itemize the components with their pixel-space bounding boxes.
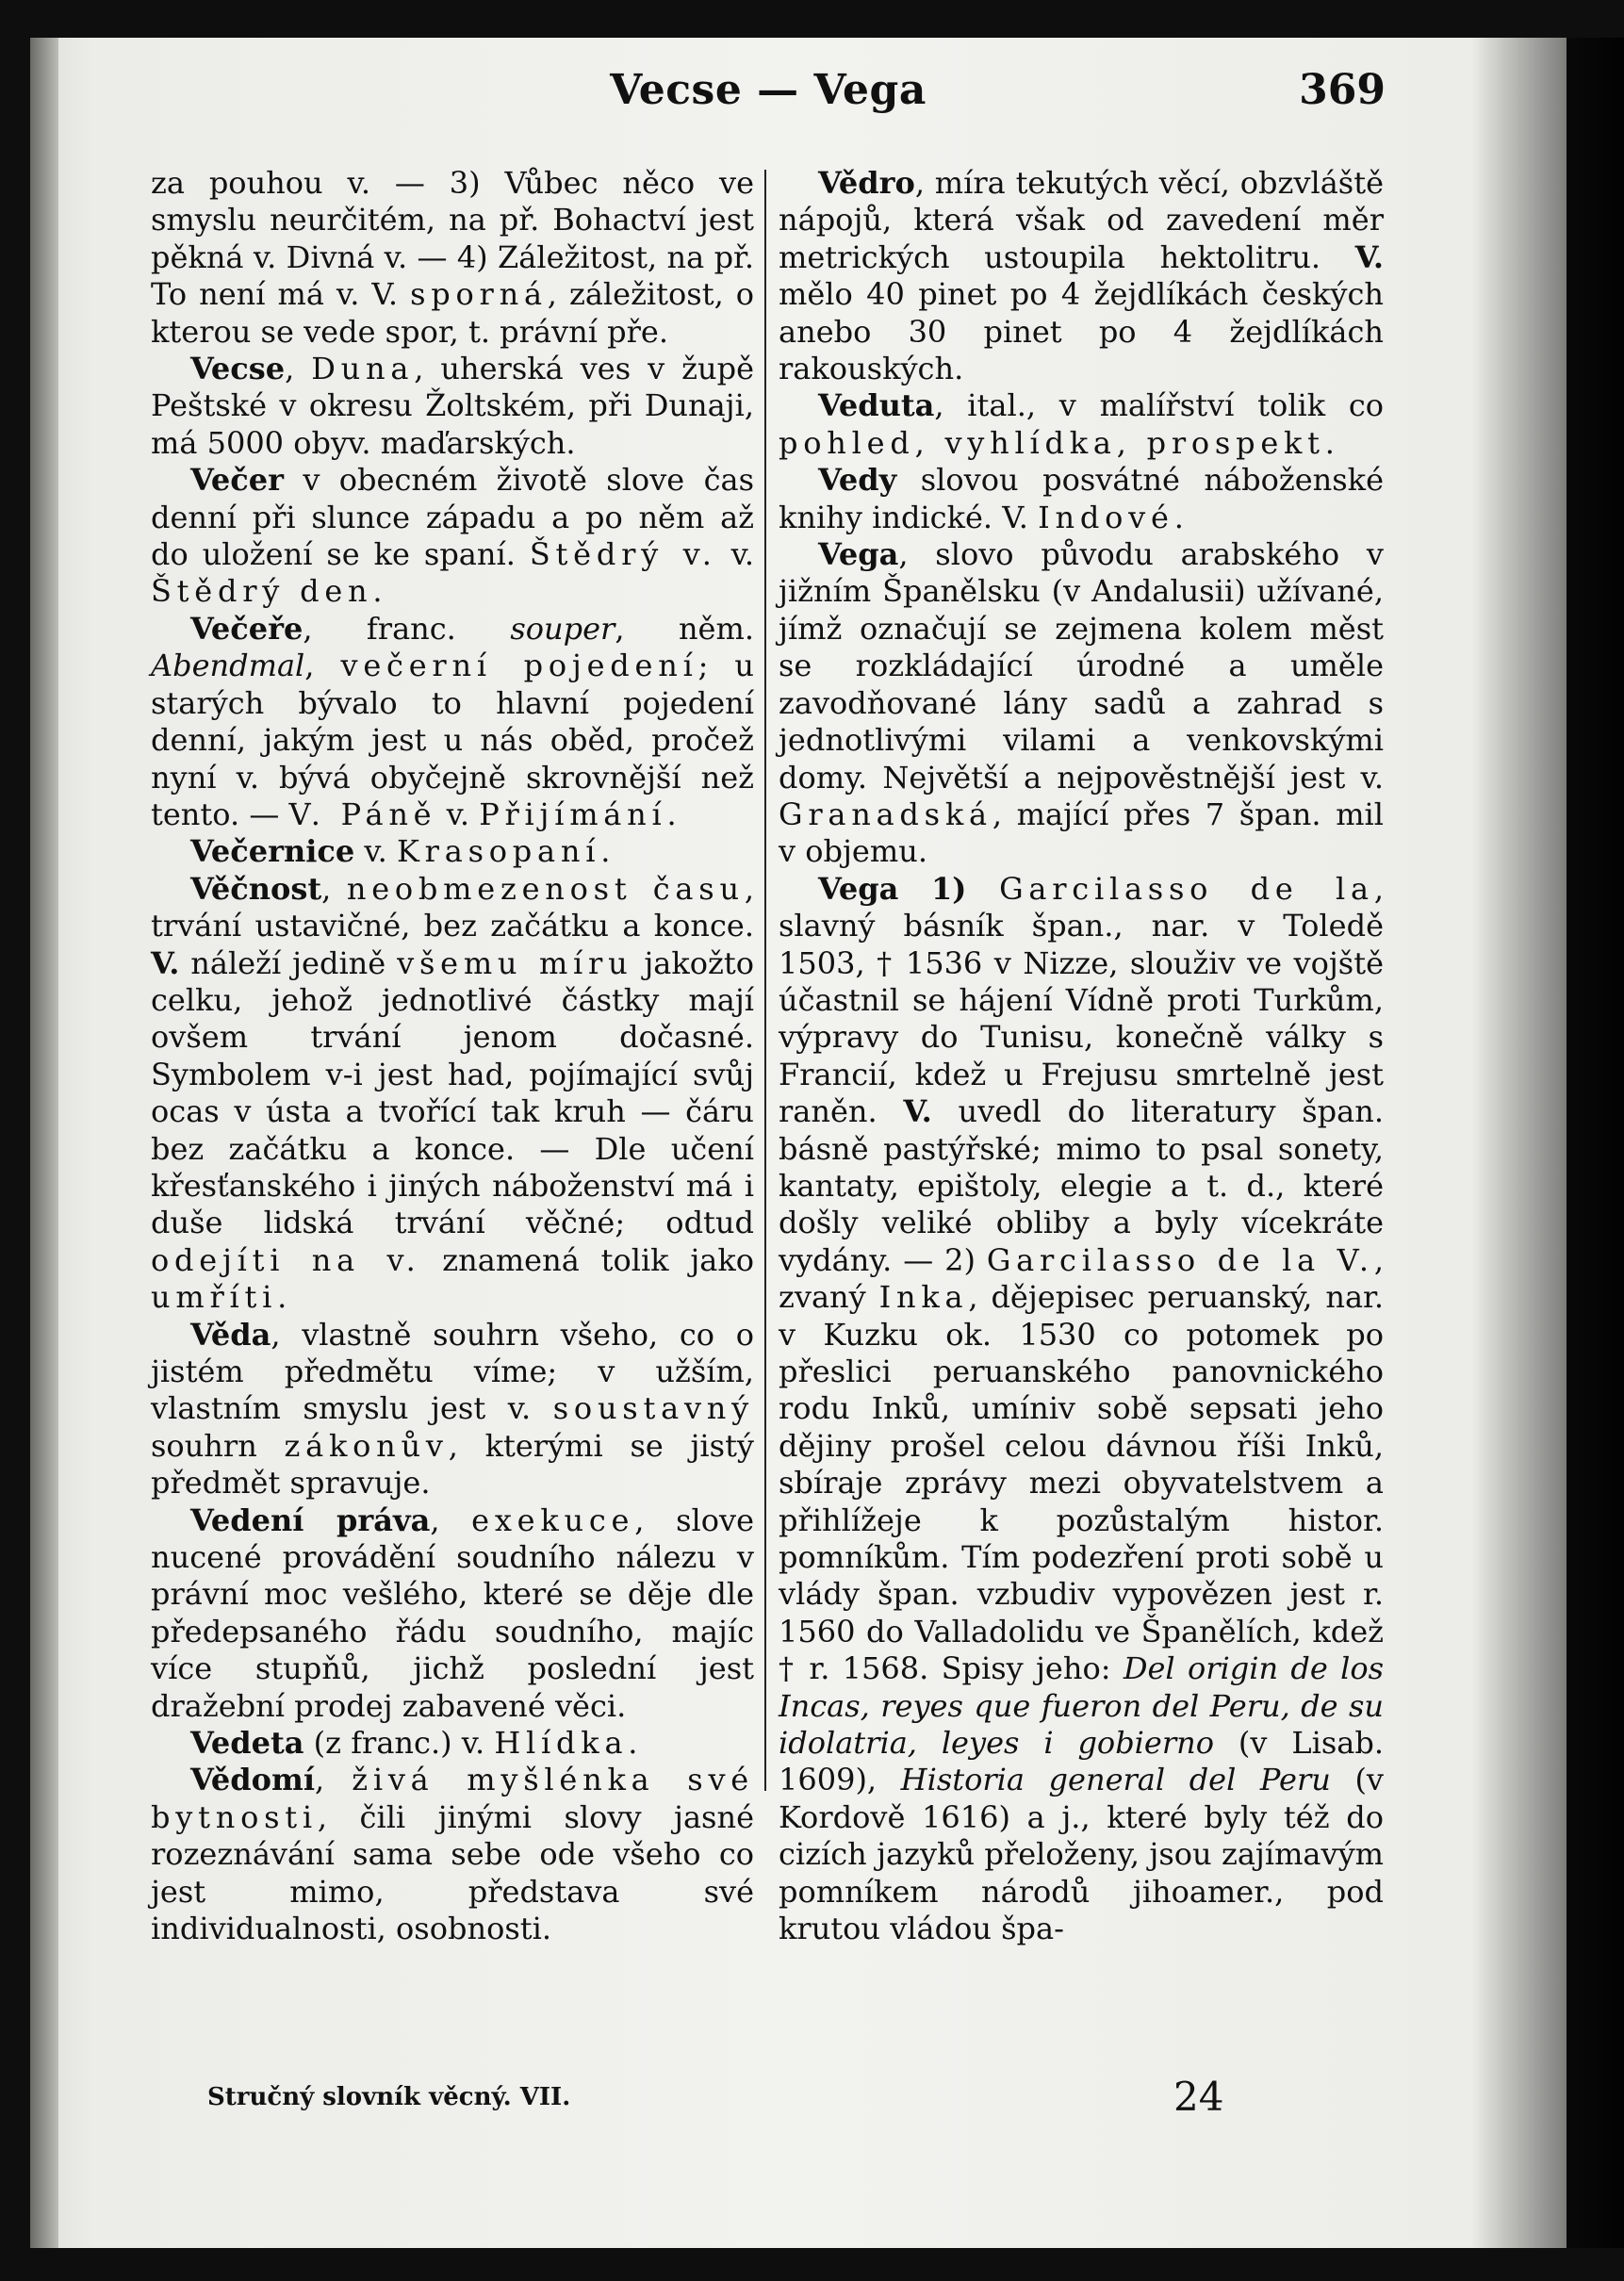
entry-headword: Vědomí <box>190 1762 315 1798</box>
entry-spaced-term: Garcilasso de la V. <box>986 1241 1374 1278</box>
entry-spaced-term: Indové <box>1038 499 1174 535</box>
entry-spaced-term: neobmezenost času <box>346 870 745 907</box>
entry-text: . <box>628 1725 638 1762</box>
entry-headword: Vedeta <box>190 1725 304 1762</box>
entry-spaced-term: soustavný <box>552 1390 754 1427</box>
entry-text: , kterými se jistý předmět spravuje. <box>151 1427 755 1502</box>
entry-spaced-term: Štědrý den <box>151 573 373 610</box>
entry-vecernice <box>151 833 754 870</box>
entry-vedro <box>779 165 1384 387</box>
entry-spaced-term: večerní pojedení <box>340 648 698 684</box>
entry-vedomi <box>151 1762 754 1947</box>
entry-text: , uherská ves v župě Peštské v okresu Žoltském, při Dunaji, má 5000 obyv. maďarských. <box>151 351 755 461</box>
entry-text: v. <box>436 796 480 832</box>
entry-text: , čili jinými slovy jasné rozeznávání sama sebe ode všeho co jest mimo, představa své individualnosti, osobnosti. <box>151 1798 754 1947</box>
entry-text: , vlastně souhrn všeho, co o jistém předmětu víme; v užším, vlastním smyslu jest v. <box>151 1316 754 1427</box>
entry-text: , mající přes 7 špan. mil v objemu. <box>779 796 1384 870</box>
entry-text: , míra tekutých věcí, obzvláště nápojů, která však od zavedení měr metrických ustoupila hektolitru. <box>779 165 1384 275</box>
entry-veduta <box>779 387 1384 462</box>
entry-spaced-term: umříti <box>151 1279 278 1316</box>
entry-text: . <box>372 573 383 610</box>
page-edge-shadow <box>1470 38 1624 2248</box>
entry-text: , trvání ustavičné, bez začátku a konce. <box>151 870 754 944</box>
entry-spaced-term: Inka <box>878 1279 969 1316</box>
entry-spaced-term: zákonův <box>284 1427 449 1464</box>
entry-text: . <box>277 1279 287 1316</box>
entry-text: , <box>430 1502 472 1538</box>
entry-text: uvedl do literatury špan. básně pastýřské; mimo to psal sonety, kantaty, epištoly, elegie a t. d., které došly veliké obliby a byly vícekráte vydány. — 2) <box>779 1093 1385 1278</box>
entry-text: v. <box>716 536 755 573</box>
signature-mark: 24 <box>1173 2074 1224 2120</box>
entry-spaced-term: Štědrý v. <box>529 536 717 573</box>
entry-headword: Večeře <box>190 610 303 647</box>
entry-spaced-term: Duna <box>311 351 415 387</box>
entry-text: . <box>1173 499 1184 535</box>
entry-vecse <box>151 351 754 462</box>
entry-bold-abbrev: V. <box>151 944 180 981</box>
entry-text: (z franc.) v. <box>303 1725 495 1762</box>
left-column <box>151 165 754 1948</box>
entry-spaced-term: sporná <box>410 276 548 313</box>
entry-headword: Vedení práva <box>190 1502 431 1538</box>
entry-spaced-term: V. Páně <box>288 796 437 832</box>
entry-text: znamená tolik jako <box>420 1241 754 1278</box>
entry-spaced-term: odejíti na v. <box>151 1241 421 1278</box>
entry-headword: Vega <box>818 536 899 573</box>
entry-bold-number: 1) <box>898 870 1000 907</box>
entry-spaced-term: všemu míru <box>397 944 633 981</box>
entry-vedeta <box>151 1725 754 1762</box>
entry-italic-term: Abendmal <box>151 648 305 684</box>
publication-footer: Stručný slovník věcný. VII. <box>207 2083 571 2111</box>
entry-text: , <box>314 1762 353 1798</box>
entry-vega-person <box>779 871 1384 1948</box>
entry-headword: Vědro <box>818 165 915 201</box>
entry-text: , <box>285 351 312 387</box>
entry-bold-abbrev: V. <box>903 1093 932 1130</box>
entry-text: (v Lisab. 1609), <box>779 1725 1385 1798</box>
entry-headword: Večer <box>190 462 284 499</box>
entry-text: , slavný básník špan., nar. v Toledě 1503, † 1536 v Nizze, slouživ ve vojště účastnil se hájení Vídně proti Turkům, výpravy do Tunisu, konečně války s Francií, kdež u Frejusu smrtelně jest raněn. <box>779 870 1384 1130</box>
entry-spaced-term: Krasopaní <box>397 833 601 870</box>
entry-headword: Vedy <box>818 462 897 499</box>
entry-text: v. <box>354 833 398 870</box>
entry-text: slovou posvátné náboženské knihy indické. V. <box>779 462 1384 535</box>
entry-text: , něm. <box>615 610 755 647</box>
entry-spaced-term: Hlídka <box>494 1725 629 1762</box>
entry-continuation <box>151 165 754 351</box>
entry-headword: Vega <box>818 870 899 907</box>
entry-spaced-term: exekuce <box>471 1502 635 1538</box>
entry-text: v obecném životě slove čas denní při slunce západu a po něm až do uložení se ke spaní. <box>151 462 754 573</box>
entry-text: , ital., v malířství tolik co <box>934 387 1384 424</box>
entry-vedeni-prava <box>151 1502 754 1725</box>
entry-headword: Veduta <box>818 387 935 424</box>
entry-headword: Večernice <box>190 833 355 870</box>
entry-text: (v Kordově 1616) a j., které byly též do cizích jazyků přeloženy, jsou zajímavým pomníkem národů jihoamer., pod krutou vládou špa- <box>779 1762 1385 1947</box>
page-binding-shadow <box>30 38 58 2248</box>
entry-text: , slovo původu arabského v jižním Španělsku (v Andalusii) užívané, jímž označují se zejmena kolem měst se rozkládající úrodné a uměle zavodňované lány sadů a zahrad s jednotlivými vilami a venkovskými domy. Největší a nejpověstnější jest v. <box>779 536 1384 796</box>
entry-text: . <box>666 796 677 832</box>
entry-italic-term: souper <box>510 610 615 647</box>
entry-headword: Věda <box>190 1316 271 1353</box>
entry-italic-title: Historia general del Peru <box>900 1762 1331 1798</box>
entry-bold-abbrev: V. <box>1354 238 1384 275</box>
entry-text: ; u starých bývalo to hlavní pojedení denní, jakým jest u nás oběd, pročež nyní v. bývá obyčejně skrovnější než tento. — <box>151 648 754 832</box>
entry-text: , <box>321 870 347 907</box>
entry-vega-place <box>779 536 1384 871</box>
entry-spaced-term: Granadská <box>779 796 992 832</box>
entry-text: mělo 40 pinet po 4 žejdlíkách českých anebo 30 pinet po 4 žejdlíkách rakouských. <box>779 276 1384 387</box>
entry-text: , franc. <box>303 610 511 647</box>
entry-text: souhrn <box>151 1427 285 1464</box>
entry-vedy <box>779 462 1384 536</box>
page-number: 369 <box>1299 66 1386 114</box>
running-head: Vecse — Vega <box>610 66 927 114</box>
entry-text: . <box>600 833 611 870</box>
entry-spaced-term: Garcilasso de la <box>999 870 1374 907</box>
column-divider <box>764 170 766 1791</box>
entry-spaced-term: pohled, vyhlídka, prospekt <box>779 424 1325 461</box>
entry-text: . <box>1324 424 1335 461</box>
entry-text: , <box>304 648 341 684</box>
entry-vecer <box>151 462 754 611</box>
entry-text: , záležitost, o kterou se vede spor, t. právní pře. <box>151 276 755 350</box>
entry-text: , slove nucené provádění soudního nálezu v právní moc vešlého, které se děje dle předepsaného řádu soudního, majíc více stupňů, jichž poslední jest dražební prodej zabavené věci. <box>151 1502 755 1724</box>
entry-headword: Věčnost <box>190 870 322 907</box>
entry-text: , zvaný <box>779 1241 1384 1316</box>
entry-text: , dějepisec peruanský, nar. v Kuzku ok. 1530 co potomek po přeslici peruanského panovnického rodu Inků, umíniv sobě sepsati jeho dějiny prošel celou dávnou říši Inků, sbíraje zprávy mezi obyvatelstvem a přihlížeje k pozůstalým histor. pomníkům. Tím podezření proti sobě u vlády špan. vzbudiv vypovězen jest r. 1560 do Valladolidu ve Španělích, kdež † r. 1568. Spisy jeho: <box>779 1279 1385 1687</box>
entry-spaced-term: živá myšlénka své bytnosti <box>151 1762 754 1835</box>
entry-vecnost <box>151 871 754 1317</box>
entry-vecere <box>151 611 754 833</box>
entry-text: náleží jedině <box>179 944 398 981</box>
entry-spaced-term: Přijímání <box>479 796 667 832</box>
page-header <box>151 66 1386 132</box>
entry-text: jakožto celku, jehož jednotlivé částky mají ovšem trvání jenom dočasné. Symbolem v-i jest had, pojímající svůj ocas v ústa a tvořící tak kruh — čáru bez začátku a konce. — Dle učení křesťanského i jiných náboženství má i duše lidská trvání věčné; odtud <box>151 944 754 1241</box>
entry-veda <box>151 1317 754 1502</box>
entry-headword: Vecse <box>190 351 286 387</box>
right-column <box>779 165 1384 1948</box>
entry-text: za pouhou v. — 3) Vůbec něco ve smyslu neurčitém, na př. Bohactví jest pěkná v. Divná v. — 4) Záležitost, na př. To není má v. V. <box>151 165 754 313</box>
entry-italic-title: Del origin de los Incas, reyes que fueron del Peru, de su idolatria, leyes i gobierno <box>779 1650 1385 1762</box>
